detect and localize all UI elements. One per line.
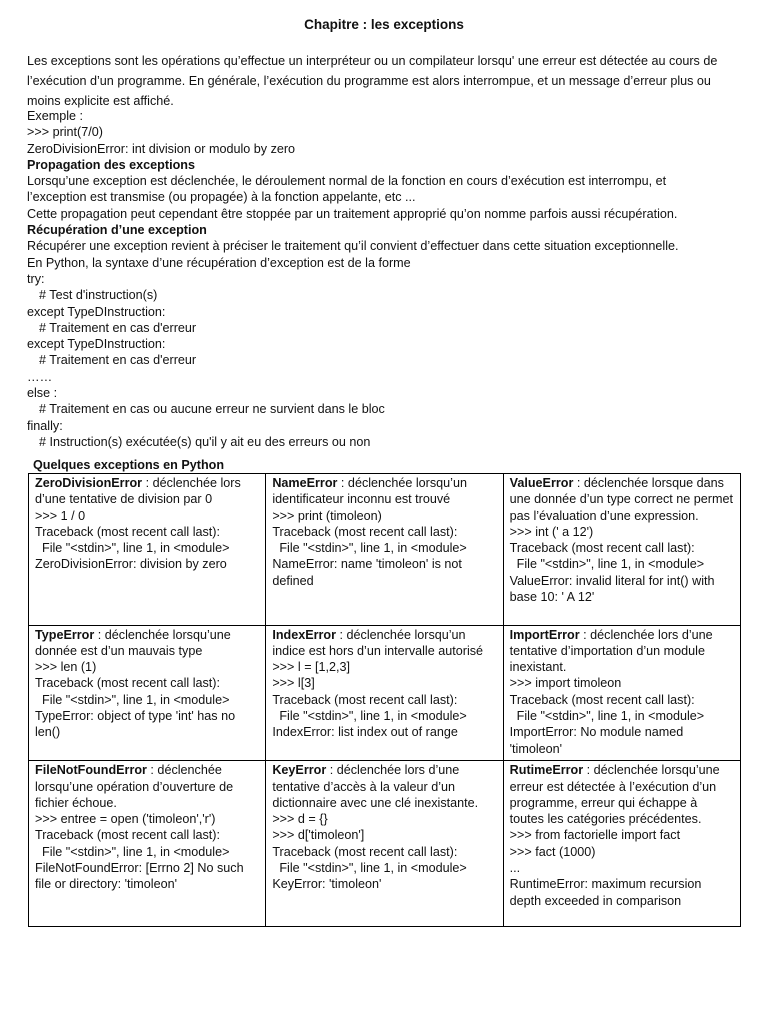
exception-description: : déclenchée lors d’une tentative d’accès à la valeur d’un dictionnaire avec une clé inexistante. <box>272 763 479 810</box>
exception-cell <box>29 625 266 761</box>
syntax-block <box>27 271 741 450</box>
exception-example: >>> print (timoleon) Traceback (most recent call last): File "<stdin>", line 1, in <module> NameError: name 'timoleon' is not defined <box>272 508 467 588</box>
propagation-text-2: l’exception est transmise (ou propagée) à la fonction appelante, etc ... <box>27 190 416 205</box>
exception-description: : déclenchée lorsqu’une donnée est d’un mauvais type <box>35 627 231 658</box>
exception-example: >>> entree = open ('timoleon','r') Traceback (most recent call last): File "<stdin>", line 1, in <module> FileNotFoundError: [Errno 2] No such file or directory: 'timoleon' <box>35 812 244 892</box>
exception-cell <box>29 761 266 927</box>
table-row <box>29 761 741 927</box>
example-error: ZeroDivisionError: int division or modulo by zero <box>27 141 296 156</box>
propagation-text-1: Lorsqu’une exception est déclenchée, le déroulement normal de la fonction en cours d’exécution est interrompu, et <box>27 174 667 189</box>
exception-example: >>> len (1) Traceback (most recent call last): File "<stdin>", line 1, in <module> TypeError: object of type 'int' has no len() <box>35 660 236 740</box>
exception-name: TypeError <box>35 627 95 642</box>
example-code: >>> print(7/0) <box>27 125 103 140</box>
exception-name: NameError <box>272 476 338 490</box>
exception-description: : déclenchée lorsqu’une erreur est détectée à l’exécution d’un programme, erreur qui échappe à toutes les catégories précédentes. <box>509 763 720 827</box>
exception-description: : déclenchée lorsqu’un indice est hors d’un intervalle autorisé <box>272 627 484 658</box>
syntax-line: # Traitement en cas d'erreur <box>39 320 197 335</box>
exception-example: >>> from factorielle import fact >>> fact (1000) ... RuntimeError: maximum recursion depth exceeded in comparison <box>509 828 702 908</box>
syntax-line: except TypeDInstruction: <box>27 304 166 319</box>
syntax-line: # Instruction(s) exécutée(s) qu'il y ait eu des erreurs ou non <box>39 434 371 449</box>
exceptions-table <box>28 473 741 927</box>
propagation-heading: Propagation des exceptions <box>27 157 195 172</box>
exception-cell <box>266 761 503 927</box>
syntax-line: try: <box>27 271 45 286</box>
exception-example: >>> import timoleon Traceback (most recent call last): File "<stdin>", line 1, in <module> ImportError: No module named 'timoleon' <box>509 676 705 756</box>
exception-description: : déclenchée lorsqu’une opération d’ouverture de fichier échoue. <box>35 763 234 810</box>
syntax-line: # Test d'instruction(s) <box>39 288 158 303</box>
table-row <box>29 625 741 761</box>
exception-name: IndexError <box>272 627 337 642</box>
exception-example: >>> 1 / 0 Traceback (most recent call last): File "<stdin>", line 1, in <module> ZeroDivisionError: division by zero <box>35 508 230 572</box>
syntax-line: # Traitement en cas d'erreur <box>39 353 197 368</box>
exception-name: ValueError <box>509 476 574 490</box>
exception-cell <box>503 625 740 761</box>
exception-name: RutimeError <box>509 763 584 778</box>
example-label: Exemple : <box>27 109 83 123</box>
exception-example: >>> int (' a 12') Traceback (most recent call last): File "<stdin>", line 1, in <module> ValueError: invalid literal for int() with base 10: ' A 12' <box>509 524 715 605</box>
exception-description: : déclenchée lorsque dans une donnée d’un type correct ne permet pas l’évaluation d’une expression. <box>509 476 733 523</box>
table-caption: Quelques exceptions en Python <box>33 458 225 472</box>
syntax-line: except TypeDInstruction: <box>27 337 166 352</box>
exception-name: ZeroDivisionError <box>35 476 143 490</box>
exception-description: : déclenchée lors d’une tentative d’importation d’un module inexistant. <box>509 627 713 675</box>
page-title: Chapitre : les exceptions <box>304 17 464 32</box>
exception-description: : déclenchée lorsqu’un identificateur inconnu est trouvé <box>272 476 467 507</box>
exception-description: : déclenchée lors d’une tentative de division par 0 <box>35 476 241 507</box>
exception-cell <box>266 474 503 626</box>
document-body <box>27 108 741 450</box>
syntax-line: finally: <box>27 418 63 433</box>
recovery-heading: Récupération d’une exception <box>27 223 207 238</box>
syntax-line: # Traitement en cas ou aucune erreur ne survient dans le bloc <box>39 402 385 417</box>
exception-cell <box>503 474 740 626</box>
exception-example: >>> d = {} >>> d['timoleon'] Traceback (most recent call last): File "<stdin>", line 1, in <module> KeyError: 'timoleon' <box>272 812 467 892</box>
exception-example: >>> l = [1,2,3] >>> l[3] Traceback (most recent call last): File "<stdin>", line 1, in <module> IndexError: list index out of range <box>272 660 467 740</box>
syntax-line: …… <box>27 369 53 384</box>
exception-name: ImportError <box>509 627 580 642</box>
exception-cell <box>266 625 503 761</box>
table-row <box>29 474 741 626</box>
exception-name: KeyError <box>272 763 327 778</box>
exception-name: FileNotFoundError <box>35 763 147 778</box>
exception-cell <box>29 474 266 626</box>
exception-cell <box>503 761 740 927</box>
syntax-line: else : <box>27 386 58 401</box>
recovery-text-2: En Python, la syntaxe d’une récupération d’exception est de la forme <box>27 255 411 270</box>
recovery-text-1: Récupérer une exception revient à préciser le traitement qu’il convient d’effectuer dans cette situation exceptionnelle. <box>27 239 679 254</box>
propagation-text-3: Cette propagation peut cependant être stoppée par un traitement approprié qu’on nomme parfois aussi récupération. <box>27 206 678 221</box>
intro-paragraph: Les exceptions sont les opérations qu’effectue un interpréteur ou un compilateur lorsqu' une erreur est détectée au cours de l’exécution d’un programme. En générale, l’exécution du programme est alors interrompue, et un message d’erreur plus ou moins explicite est affiché. <box>27 54 718 108</box>
